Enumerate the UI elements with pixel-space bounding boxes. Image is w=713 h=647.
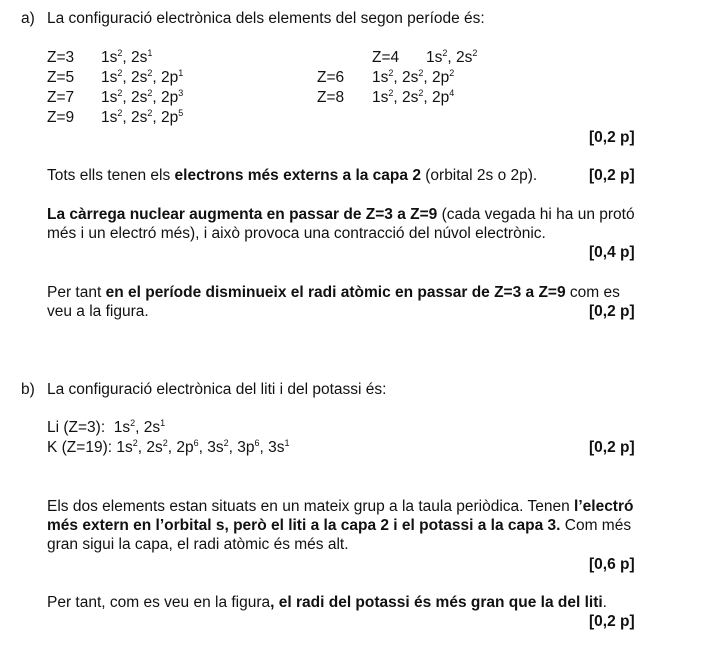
score-a-3: [0,4 p] (589, 244, 635, 261)
nuclear-charge-text: La càrrega nuclear augmenta en passar de Z=3 a Z=9 (cada vegada hi ha un protó (47, 206, 635, 223)
part-b-intro: La configuració electrònica del liti i del potassi és: (47, 381, 387, 398)
score-a-4: [0,2 p] (589, 303, 635, 320)
config-z3-formula: $1s^2$, $2s^1$ (101, 48, 153, 66)
score-b-2: [0,6 p] (589, 556, 635, 573)
outer-electrons-text: Tots ells tenen els electrons més externs a la capa 2 (orbital 2s o 2p). (47, 167, 538, 184)
nuclear-charge-text-line2: més i un electró més), i això provoca una contracció del núvol electrònic. (47, 225, 546, 242)
group-text-line1: Els dos elements estan situats en un mateix grup a la taula periòdica. Tenen l’electró (47, 498, 634, 515)
config-z5-label: Z=5 (47, 69, 75, 86)
score-a-2: [0,2 p] (589, 167, 635, 184)
final-conclusion-text: Per tant, com es veu en la figura, el radi del potassi és més gran que la del liti. (47, 594, 607, 611)
config-z6-formula: $1s^2$, $2s^2$, $2p^2$ (372, 68, 455, 86)
k-config: K (Z=19): $1s^2$, $2s^2$, $2p^6$, $3s^2$, $3p^6$, $3s^1$ (47, 438, 290, 456)
config-z7-formula: $1s^2$, $2s^2$, $2p^3$ (101, 88, 184, 106)
config-z8-formula: $1s^2$, $2s^2$, $2p^4$ (372, 88, 455, 106)
group-text-line2: més extern en l’orbital s, però el liti a la capa 2 i el potassi a la capa 3. Com més (47, 517, 632, 534)
config-z7-label: Z=7 (47, 89, 75, 106)
config-z5-formula: $1s^2$, $2s^2$, $2p^1$ (101, 68, 184, 86)
part-a-intro: La configuració electrònica dels elements del segon període és: (47, 10, 485, 27)
radius-conclusion-text-line2: veu a la figura. (47, 303, 149, 320)
li-config: Li (Z=3): $1s^2$, $2s^1$ (47, 418, 166, 436)
config-z4-formula: $1s^2$, $2s^2$ (426, 48, 478, 66)
part-a-label: a) (21, 10, 35, 27)
config-z4-label: Z=4 (372, 49, 400, 66)
radius-conclusion-text: Per tant en el període disminueix el radi atòmic en passar de Z=3 a Z=9 com es (47, 284, 620, 301)
part-b-label: b) (21, 381, 35, 398)
group-text-line3: gran sigui la capa, el radi atòmic és més alt. (47, 536, 349, 553)
score-b-3: [0,2 p] (589, 613, 635, 630)
score-a-1: [0,2 p] (589, 129, 635, 146)
config-z8-label: Z=8 (317, 89, 345, 106)
config-z9-label: Z=9 (47, 109, 75, 126)
config-z6-label: Z=6 (317, 69, 345, 86)
score-b-1: [0,2 p] (589, 439, 635, 456)
config-z3-label: Z=3 (47, 49, 75, 66)
config-z9-formula: $1s^2$, $2s^2$, $2p^5$ (101, 108, 184, 126)
